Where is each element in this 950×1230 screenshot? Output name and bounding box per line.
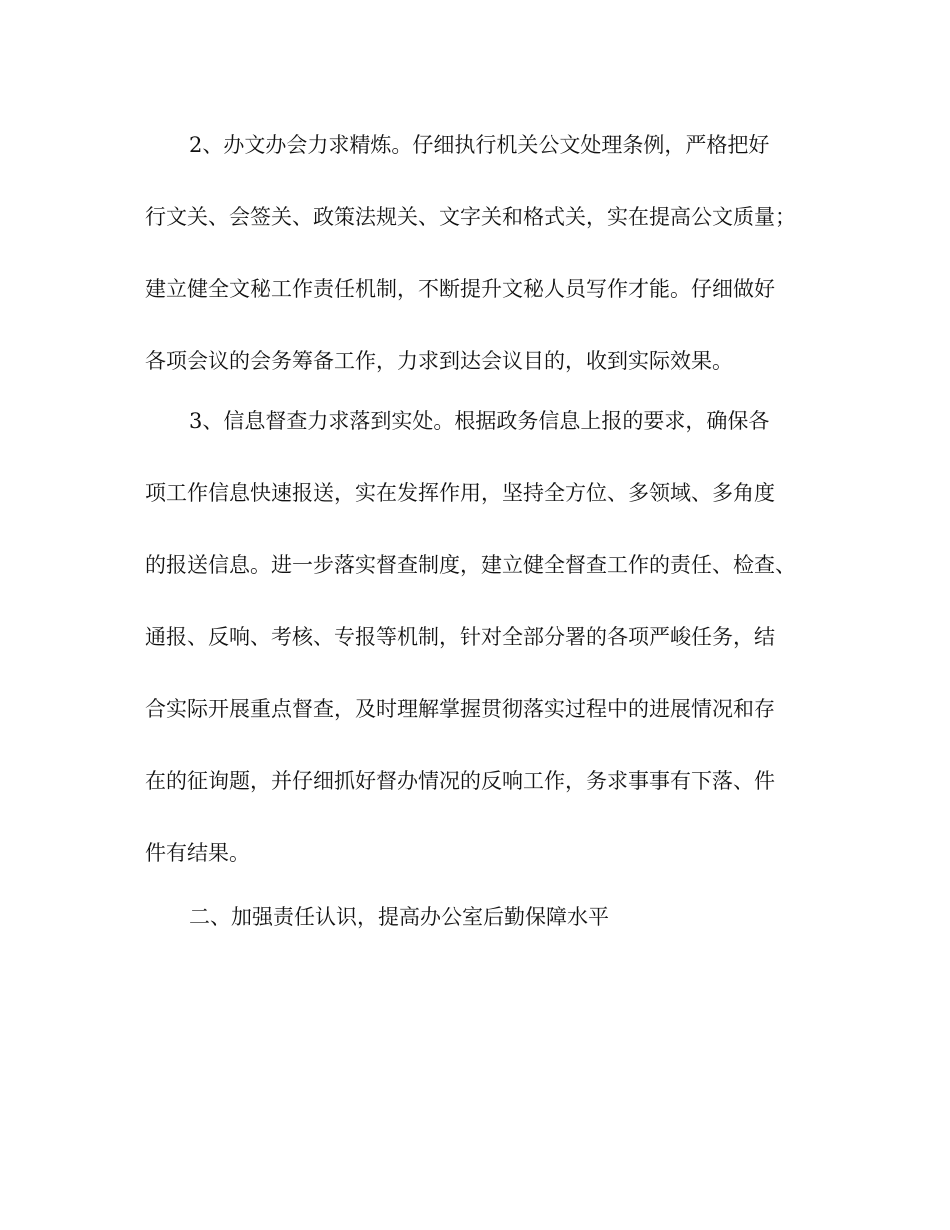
paragraph-3-line-5: 合实际开展重点督查，及时理解掌握贯彻落实过程中的进展情况和存	[145, 697, 775, 721]
paragraph-3-line-1: 3、信息督查力求落到实处。根据政务信息上报的要求，确保各	[189, 409, 770, 433]
paragraph-2-line-2: 行文关、会签关、政策法规关、文字关和格式关，实在提高公文质量；	[145, 205, 796, 229]
paragraph-2-line-4: 各项会议的会务筹备工作，力求到达会议目的，收到实际效果。	[145, 349, 733, 373]
paragraph-3-line-2: 项工作信息快速报送，实在发挥作用，坚持全方位、多领域、多角度	[145, 481, 775, 505]
paragraph-3-line-6: 在的征询题，并仔细抓好督办情况的反响工作，务求事事有下落、件	[145, 769, 775, 793]
paragraph-2-line-3: 建立健全文秘工作责任机制，不断提升文秘人员写作才能。仔细做好	[145, 277, 775, 301]
paragraph-3-line-4: 通报、反响、考核、专报等机制，针对全部分署的各项严峻任务，结	[145, 625, 775, 649]
paragraph-2-line-1: 2、办文办会力求精炼。仔细执行机关公文处理条例，严格把好	[189, 133, 770, 157]
paragraph-3-line-3: 的报送信息。进一步落实督查制度，建立健全督查工作的责任、检查、	[145, 553, 796, 577]
paragraph-3-line-7: 件有结果。	[145, 841, 250, 865]
section-heading: 二、加强责任认识，提高办公室后勤保障水平	[189, 905, 609, 929]
